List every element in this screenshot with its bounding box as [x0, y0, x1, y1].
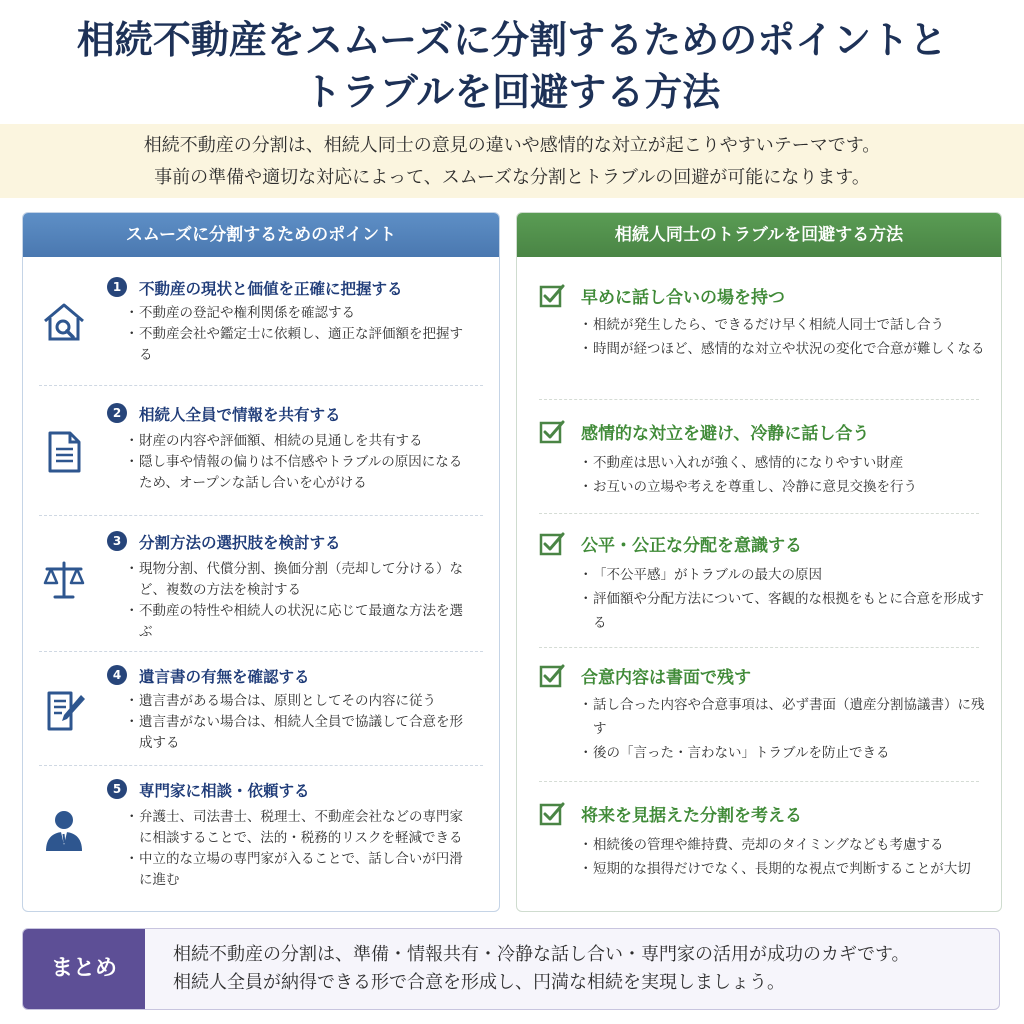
list-item: ・ 不動産の登記や権利関係を確認する — [125, 303, 475, 324]
checkbox-icon — [539, 419, 565, 445]
checkbox-icon — [539, 801, 565, 827]
points-panel — [22, 212, 500, 912]
method-bullets-5 — [579, 833, 995, 881]
method-bullets-1 — [579, 313, 995, 361]
summary-text — [173, 941, 910, 997]
list-item: ・ 不動産会社や鑑定士に依頼し、適正な評価額を把握する — [125, 324, 475, 366]
point-heading-2: 相続人全員で情報を共有する — [139, 406, 341, 424]
method-heading-3: 公平・公正な分配を意識する — [581, 536, 802, 556]
point-bullets-1 — [125, 303, 475, 366]
summary-label: まとめ — [23, 929, 145, 1009]
professional-person-icon — [41, 807, 87, 853]
checkbox-icon — [539, 283, 565, 309]
method-heading-1: 早めに話し合いの場を持つ — [581, 288, 785, 308]
list-item: ・ 相続後の管理や維持費、売却のタイミングなども考慮する — [579, 833, 995, 857]
list-item: ・ 弁護士、司法書士、税理士、不動産会社などの専門家に相談することで、法的・税務的リスクを軽減できる — [125, 807, 475, 849]
points-panel-header: スムーズに分割するためのポイント — [23, 213, 499, 257]
point-number-1: 1 — [107, 277, 127, 297]
list-item: ・ 隠し事や情報の偏りは不信感やトラブルの原因になるため、オープンな話し合いを心がける — [125, 452, 475, 494]
point-heading-3: 分割方法の選択肢を検討する — [139, 534, 341, 552]
divider — [39, 515, 483, 516]
point-bullets-3 — [125, 559, 475, 643]
method-heading-2: 感情的な対立を避け、冷静に話し合う — [581, 424, 870, 444]
checkbox-icon — [539, 531, 565, 557]
list-item: ・ 遺言書がある場合は、原則としてその内容に従う — [125, 691, 475, 712]
title-line-2: トラブルを回避する方法 — [303, 69, 721, 114]
list-item: ・ 不動産は思い入れが強く、感情的になりやすい財産 — [579, 451, 995, 475]
trouble-avoidance-panel — [516, 212, 1002, 912]
checkbox-icon — [539, 663, 565, 689]
method-heading-5: 将来を見据えた分割を考える — [581, 806, 802, 826]
summary-box — [22, 928, 1000, 1010]
house-search-icon — [41, 299, 87, 345]
point-heading-1: 不動産の現状と価値を正確に把握する — [139, 280, 403, 298]
page-title — [0, 14, 1024, 118]
list-item: ・ 財産の内容や評価額、相続の見通しを共有する — [125, 431, 475, 452]
summary-line-2: 相続人全員が納得できる形で合意を形成し、円満な相続を実現しましょう。 — [173, 972, 785, 993]
list-item: ・ 遺言書がない場合は、相続人全員で協議して合意を形成する — [125, 712, 475, 754]
trouble-panel-header: 相続人同士のトラブルを回避する方法 — [517, 213, 1001, 257]
list-item: ・ 短期的な損得だけでなく、長期的な視点で判断することが大切 — [579, 857, 995, 881]
divider — [39, 765, 483, 766]
point-number-4: 4 — [107, 665, 127, 685]
document-icon — [41, 429, 87, 475]
list-item: ・ 不動産の特性や相続人の状況に応じて最適な方法を選ぶ — [125, 601, 475, 643]
divider — [539, 781, 979, 782]
list-item: ・ 後の「言った・言わない」トラブルを防止できる — [579, 741, 995, 765]
will-document-pen-icon — [41, 687, 87, 733]
point-bullets-5 — [125, 807, 475, 891]
list-item: ・ お互いの立場や考えを尊重し、冷静に意見交換を行う — [579, 475, 995, 499]
method-bullets-3 — [579, 563, 995, 635]
point-number-3: 3 — [107, 531, 127, 551]
list-item: ・ 相続が発生したら、できるだけ早く相続人同士で話し合う — [579, 313, 995, 337]
list-item: ・ 評価額や分配方法について、客観的な根拠をもとに合意を形成する — [579, 587, 995, 635]
method-bullets-4 — [579, 693, 995, 765]
list-item: ・ 時間が経つほど、感情的な対立や状況の変化で合意が難しくなる — [579, 337, 995, 361]
point-number-2: 2 — [107, 403, 127, 423]
title-line-1: 相続不動産をスムーズに分割するためのポイントと — [76, 17, 948, 62]
intro-box — [0, 124, 1024, 198]
point-heading-5: 専門家に相談・依頼する — [139, 782, 310, 800]
divider — [39, 385, 483, 386]
divider — [39, 651, 483, 652]
point-bullets-2 — [125, 431, 475, 494]
method-bullets-2 — [579, 451, 995, 499]
point-bullets-4 — [125, 691, 475, 754]
scales-icon — [41, 557, 87, 603]
list-item: ・ 話し合った内容や合意事項は、必ず書面（遺産分割協議書）に残す — [579, 693, 995, 741]
point-number-5: 5 — [107, 779, 127, 799]
method-heading-4: 合意内容は書面で残す — [581, 668, 751, 688]
list-item: ・ 現物分割、代償分割、換価分割（売却して分ける）など、複数の方法を検討する — [125, 559, 475, 601]
list-item: ・ 中立的な立場の専門家が入ることで、話し合いが円滑に進む — [125, 849, 475, 891]
divider — [539, 513, 979, 514]
divider — [539, 647, 979, 648]
summary-line-1: 相続不動産の分割は、準備・情報共有・冷静な話し合い・専門家の活用が成功のカギです。 — [173, 944, 910, 965]
intro-line-1: 相続不動産の分割は、相続人同士の意見の違いや感情的な対立が起こりやすいテーマです。 — [143, 135, 881, 156]
point-heading-4: 遺言書の有無を確認する — [139, 668, 310, 686]
divider — [539, 399, 979, 400]
list-item: ・ 「不公平感」がトラブルの最大の原因 — [579, 563, 995, 587]
intro-line-2: 事前の準備や適切な対応によって、スムーズな分割とトラブルの回避が可能になります。 — [154, 167, 870, 188]
